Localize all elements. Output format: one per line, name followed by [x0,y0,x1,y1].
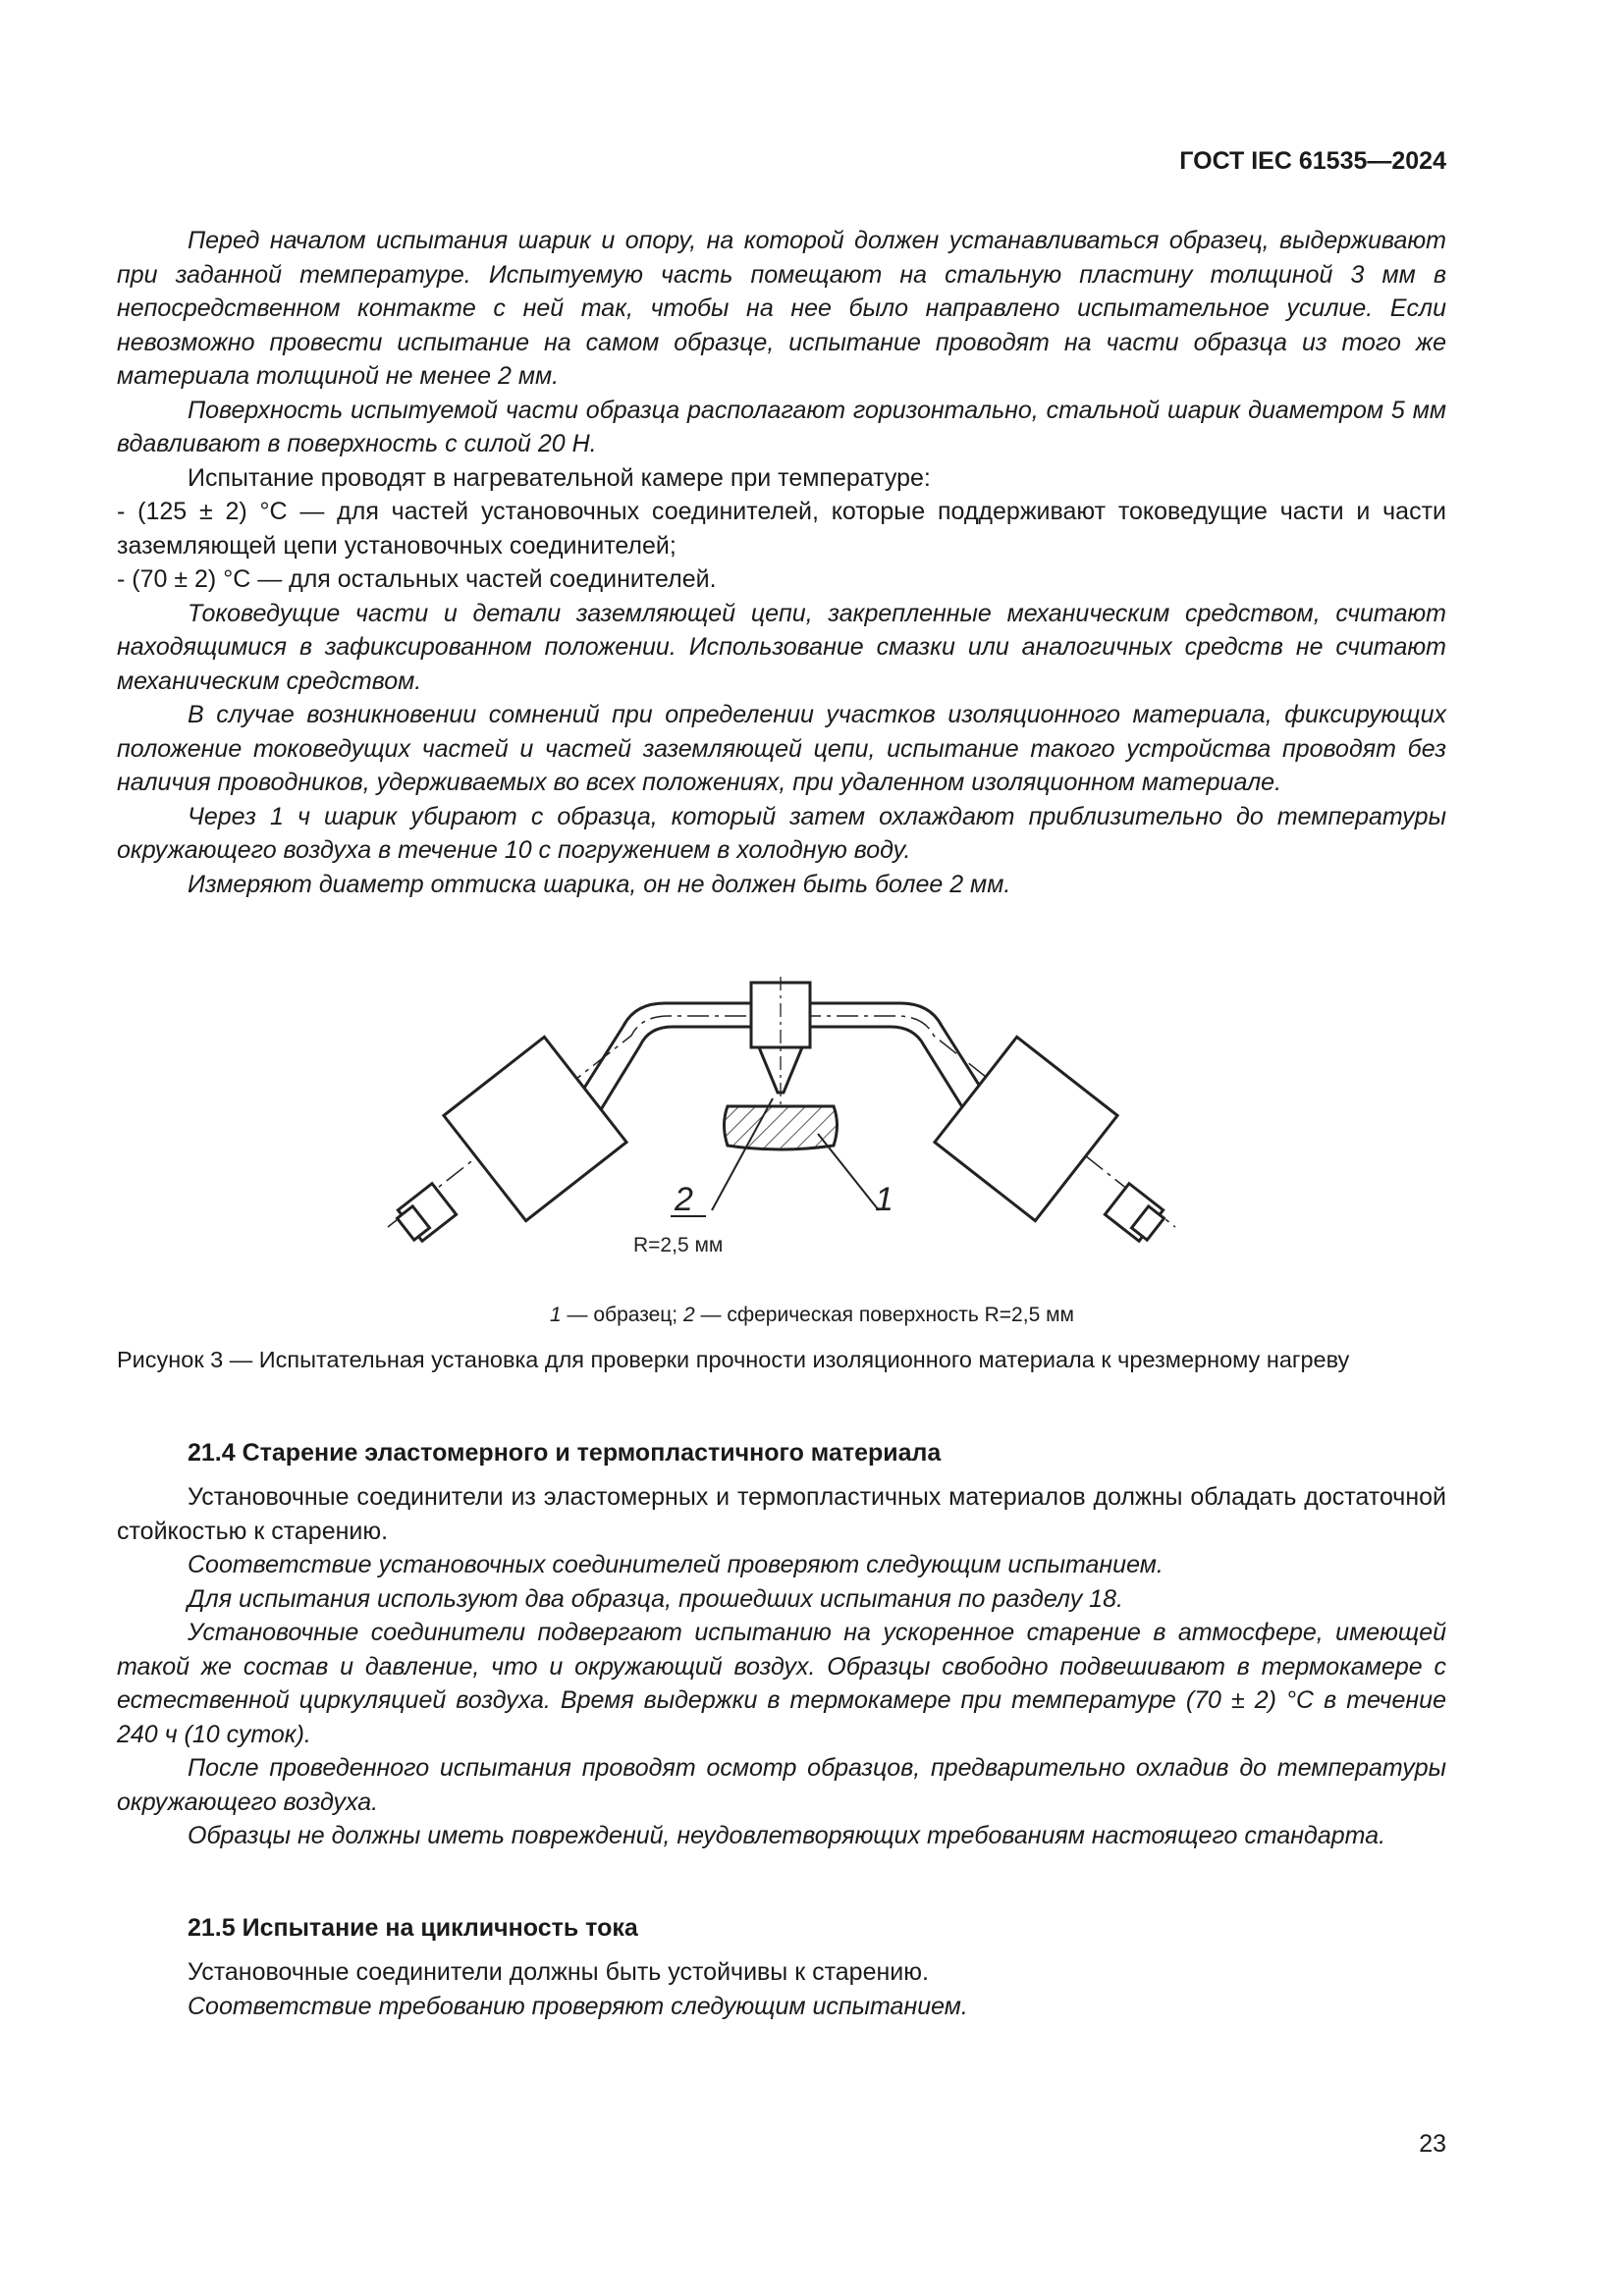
label-1: 1 [875,1181,893,1218]
text-block-top [117,224,1446,901]
legend-text: — образец; [561,1304,683,1326]
document-id-header: ГОСТ IEC 61535—2024 [1179,147,1446,175]
paragraph: Для испытания используют два образца, прошедших испытания по разделу 18. [188,1584,1123,1613]
paragraph: Перед началом испытания шарик и опору, на которой должен устанавливаться образец, выдерживают при заданной температуре. Испытуемую часть помещают на стальную пластину толщиной 3 мм в непосредственном контакте с ней так, чтобы на нее было направлено испытательное усилие. Если невозможно провести испытание на самом образце, испытание проводят на части образца из того же материала толщиной не менее 2 мм. [117,227,1446,390]
paragraph: Установочные соединители из эластомерных и термопластичных материалов должны обладать достаточной стойкостью к старению. [117,1483,1446,1545]
legend-number: 2 [682,1304,695,1326]
paragraph: Измеряют диаметр оттиска шарика, он не должен быть более 2 мм. [188,870,1011,898]
radius-label: R=2,5 мм [633,1234,724,1256]
right-clamp-block [935,1037,1117,1220]
right-clamp-nut [1105,1184,1164,1242]
paragraph: Установочные соединители должны быть устойчивы к старению. [188,1958,929,1986]
text-block-21-5 [117,1955,1446,2023]
paragraph: Испытание проводят в нагревательной камере при температуре: [188,463,931,492]
paragraph: В случае возникновении сомнений при определении участков изоляционного материала, фиксирующих положение токоведущих частей и частей заземляющей цепи, испытание такого устройства проводят без наличия проводников, удерживаемых во всех положениях, при удаленном изоляционном материале. [117,701,1446,796]
paragraph: Соответствие установочных соединителей проверяют следующим испытанием. [188,1551,1164,1578]
section-heading-21-4: 21.4 Старение эластомерного и термопластичного материала [188,1439,942,1467]
paragraph: - (70 ± 2) °С — для остальных частей соединителей. [117,565,717,593]
paragraph: Установочные соединители подвергают испытанию на ускоренное старение в атмосфере, имеющей такой же состав и давление, что и окружающий воздух. Образцы свободно подвешивают в термокамере с естественной циркуляцией воздуха. Время выдержки в термокамере при температуре (70 ± 2) °С в течение 240 ч (10 суток). [117,1619,1446,1748]
left-clamp-nut [398,1184,457,1242]
section-heading-21-5: 21.5 Испытание на цикличность тока [188,1914,638,1942]
paragraph: Соответствие требованию проверяют следующим испытанием. [188,1992,968,2020]
figure-caption: Рисунок 3 — Испытательная установка для проверки прочности изоляционного материала к чрезмерному нагреву [117,1347,1350,1372]
legend-text: — сферическая поверхность R=2,5 мм [694,1304,1074,1326]
paragraph: После проведенного испытания проводят осмотр образцов, предварительно охладив до температуры окружающего воздуха. [117,1754,1446,1816]
paragraph: Поверхность испытуемой части образца располагают горизонтально, стальной шарик диаметром 5 мм вдавливают в поверхность с силой 20 Н. [117,396,1446,457]
legend-number: 1 [550,1304,562,1326]
figure-legend [0,1304,1624,1327]
text-block-21-4 [117,1480,1446,1853]
test-apparatus-figure [378,967,1183,1291]
page-number: 23 [1419,2130,1446,2158]
leader-line-1 [818,1134,879,1210]
label-2: 2 [675,1181,693,1218]
paragraph: Образцы не должны иметь повреждений, неудовлетворяющих требованиям настоящего стандарта. [188,1822,1386,1849]
paragraph: Токоведущие части и детали заземляющей цепи, закрепленные механическим средством, считают находящимися в зафиксированном положении. Использование смазки или аналогичных средств не считают механическим средством. [117,599,1446,695]
specimen [725,1106,838,1149]
paragraph: Через 1 ч шарик убирают с образца, который затем охлаждают приблизительно до температуры окружающего воздуха в течение 10 с погружением в холодную воду. [117,802,1446,864]
paragraph: - (125 ± 2) °С — для частей установочных соединителей, которые поддерживают токоведущие части и части заземляющей цепи установочных соединителей; [117,498,1446,560]
